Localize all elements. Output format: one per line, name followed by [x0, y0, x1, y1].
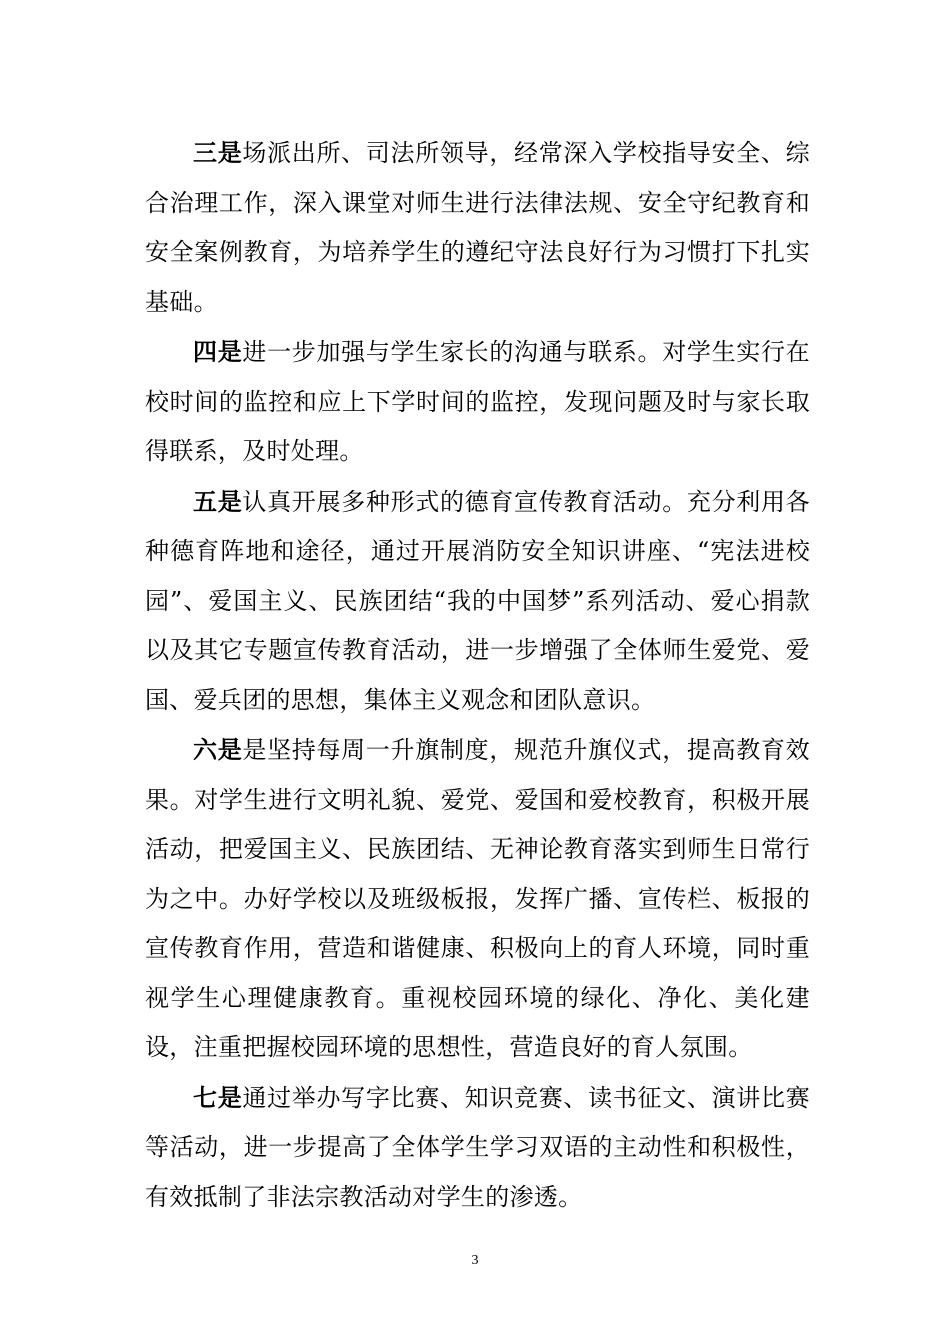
paragraph-lead: 七是 [193, 1082, 243, 1112]
paragraph-wu [145, 477, 810, 726]
paragraph-text: 进一步加强与学生家长的沟通与联系。对学生实行在校时间的监控和应上下学时间的监控，发现问题及时与家长取得联系，及时处理。 [145, 338, 810, 465]
paragraph-text: 认真开展多种形式的德育宣传教育活动。充分利用各种德育阵地和途径，通过开展消防安全知识讲座、“宪法进校园”、爱国主义、民族团结“我的中国梦”系列活动、爱心捐款以及其它专题宣传教育活动，进一步增强了全体师生爱党、爱国、爱兵团的思想，集体主义观念和团队意识。 [145, 487, 810, 714]
paragraph-text: 场派出所、司法所领导，经常深入学校指导安全、综合治理工作，深入课堂对师生进行法律法规、安全守纪教育和安全案例教育，为培养学生的遵纪守法良好行为习惯打下扎实基础。 [145, 139, 810, 316]
paragraph-lead: 三是 [193, 138, 243, 167]
paragraph-lead: 六是 [193, 735, 243, 764]
paragraph-san [145, 128, 810, 327]
document-body [145, 128, 810, 1222]
paragraph-lead: 五是 [193, 486, 243, 516]
paragraph-text: 通过举办写字比赛、知识竞赛、读书征文、演讲比赛等活动，进一步提高了全体学生学习双语的主动性和积极性，有效抵制了非法宗教活动对学生的渗透。 [145, 1083, 810, 1211]
paragraph-text: 是坚持每周一升旗制度，规范升旗仪式，提高教育效果。对学生进行文明礼貌、爱党、爱国和爱校教育，积极开展活动，把爱国主义、民族团结、无神论教育落实到师生日常行为之中。办好学校以及班级板报，发挥广播、宣传栏、板报的宣传教育作用，营造和谐健康、积极向上的育人环境，同时重视学生心理健康教育。重视校园环境的绿化、净化、美化建设，注重把握校园环境的思想性，营造良好的育人氛围。 [145, 736, 810, 1061]
page-number: 3 [471, 1253, 479, 1268]
paragraph-si [145, 327, 810, 477]
paragraph-lead: 四是 [193, 337, 243, 366]
paragraph-qi [145, 1073, 810, 1223]
paragraph-liu [145, 725, 810, 1073]
